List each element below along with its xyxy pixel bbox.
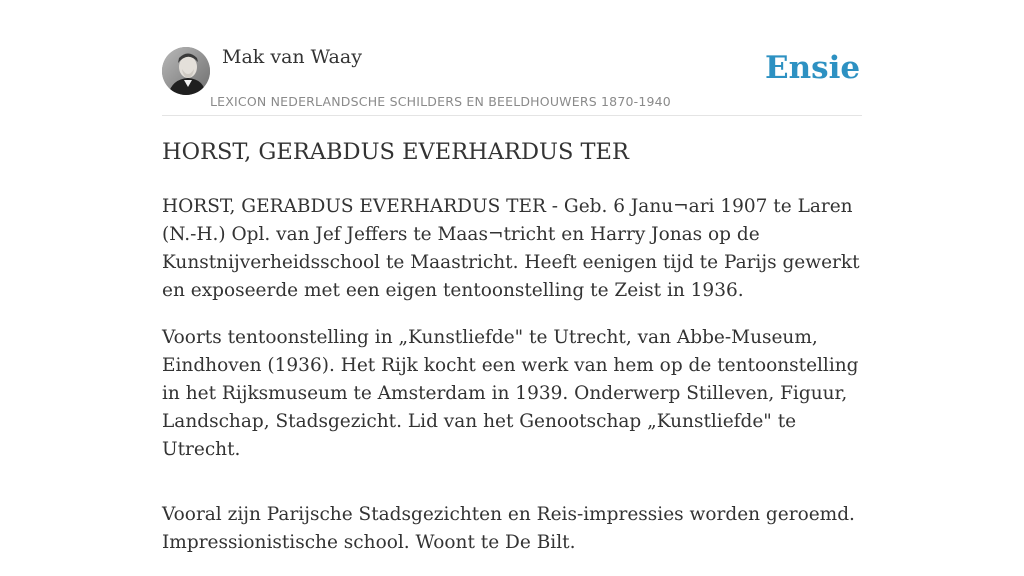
article-paragraph: HORST, GERABDUS EVERHARDUS TER - Geb. 6 Janu¬ari 1907 te Laren (N.-H.) Opl. van Jef Jeffers te Maas¬tricht en Harry Jonas op de Kunstnijverheidsschool te Maastricht. Heeft eenigen tijd te Parijs gewerkt en exposeerde met een eigen tentoonstelling te Zeist in 1936. bbox=[162, 196, 860, 301]
author-avatar[interactable] bbox=[162, 47, 210, 95]
lexicon-title[interactable]: LEXICON NEDERLANDSCHE SCHILDERS EN BEELDHOUWERS 1870-1940 bbox=[210, 94, 671, 109]
article-title: HORST, GERABDUS EVERHARDUS TER bbox=[162, 139, 629, 165]
article-paragraph: Voorts tentoonstelling in „Kunstliefde" te Utrecht, van Abbe-Museum, Eindhoven (1936). Het Rijk kocht een werk van hem op de tentoonstelling in het Rijksmuseum te Amsterdam in 1939. Onderwerp Stilleven, Figuur, Landschap, Stadsgezicht. Lid van het Genootschap „Kunstliefde" te Utrecht. bbox=[162, 327, 859, 460]
brand-logo[interactable]: Ensie bbox=[765, 50, 861, 86]
article-paragraph: Vooral zijn Parijsche Stadsgezichten en Reis-impressies worden geroemd. Impressionistische school. Woont te De Bilt. bbox=[162, 504, 855, 553]
author-name[interactable]: Mak van Waay bbox=[222, 46, 362, 68]
portrait-image bbox=[162, 47, 210, 95]
header-divider bbox=[162, 115, 862, 116]
article-body bbox=[162, 193, 877, 576]
